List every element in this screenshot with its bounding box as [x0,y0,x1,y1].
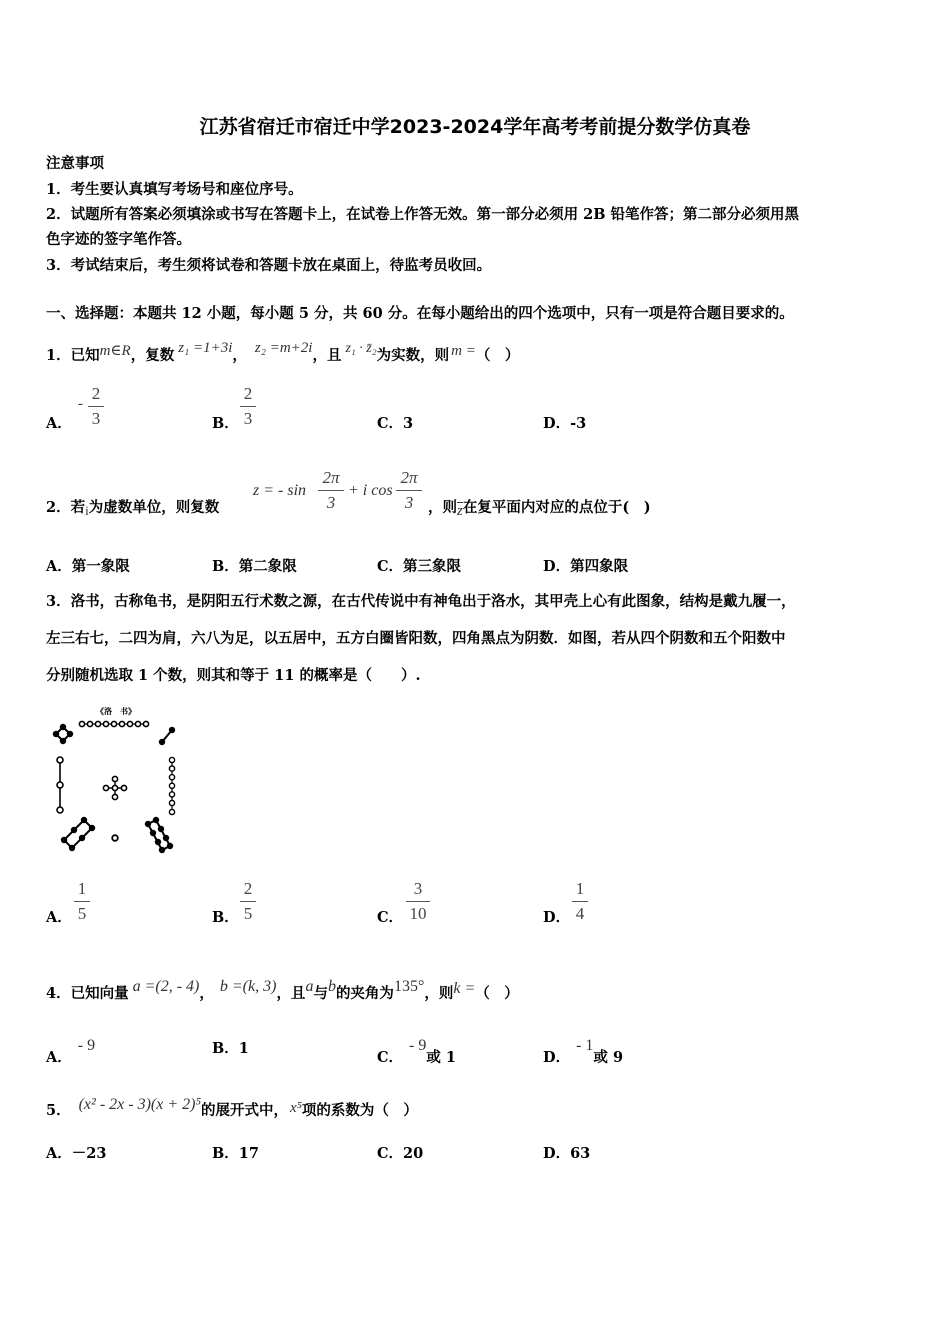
q1-option-b-fraction: 2 3 [240,384,256,429]
q3-option-d-fraction: 1 4 [572,879,588,924]
luoshu-seven [169,757,174,814]
luoshu-figure [48,702,188,862]
section-heading: 一、选择题：本题共 12 小题，每小题 5 分，共 60 分。在每小题给出的四个选项中，只有一项是符合题目要求的。 [46,305,794,322]
luoshu-six [61,817,95,851]
q4-option-a-value: - 9 [77,1037,96,1054]
q2-zbar: $\overline{z}$ [457,503,463,519]
q4-text-4: ，则 [424,985,454,1002]
notice-item-1: 1．考生要认真填写考场号和座位序号。 [46,181,303,198]
luoshu-label: 《洛 书》 [96,707,136,716]
q2-prefix: 2．若 [46,499,86,516]
page-title: 江苏省宿迁市宿迁中学2023-2024学年高考考前提分数学仿真卷 [199,116,751,138]
q1-paren: （ ） [475,347,520,364]
q5-text-2: 项的系数为（ ） [301,1102,418,1119]
luoshu-nine [79,721,148,726]
luoshu-five [103,776,126,799]
q5-option-c: C．20 [377,1145,424,1162]
notice-heading: 注意事项 [46,155,104,172]
q5-stem [46,1096,418,1120]
q4-prefix: 4．已知向量 [46,985,129,1002]
q4-stem [46,978,519,1003]
q1-m-eq: m = [451,343,476,359]
q1-z2: z₂ =m+2i [254,340,313,356]
q3-line-1: 3．洛书，古称龟书，是阴阳五行术数之源，在古代传说中有神龟出于洛水，其甲壳上心有此图象，结构是戴九履一， [46,593,796,610]
q1-text-2: ，且 [312,347,342,364]
q3-line-2: 左三右七，二四为肩，六八为足，以五居中，五方白圈皆阳数，四角黑点为阴数．如图，若从四个阴数和五个阳数中 [46,630,786,647]
q4-option-d: D．- 1或 9 [543,1037,624,1066]
q1-option-a-label: A． [46,415,72,432]
q5-option-d: D．63 [543,1145,591,1162]
q4-option-d-value: - 1 [576,1037,594,1054]
q3-option-c-fraction: 3 10 [406,879,430,924]
q2-mid: + i cos [348,482,393,499]
luoshu-eight [145,817,173,853]
q4-k-eq: k = [453,980,476,997]
q2-option-b: B．第二象限 [212,558,297,575]
q2-option-d: D．第四象限 [543,558,629,575]
q2-i: i [85,503,89,518]
notice-item-2b: 色字迹的签字笔作答。 [46,231,191,248]
q1-sep: ， [232,347,247,364]
q4-vector-b: b =(k, 3) [219,978,277,995]
q1-option-d: D．-3 [543,415,587,432]
q4-a: a [305,978,314,995]
luoshu-two [159,727,175,745]
q4-angle: 135° [393,978,425,995]
q5-text-1: 的展开式中， [201,1102,289,1119]
luoshu-three [57,757,63,813]
q3-option-b-fraction: 2 5 [240,879,256,924]
q2-option-a: A．第一象限 [46,558,130,575]
q2-prefix-line [46,496,219,519]
q3-line-3: 分别随机选取 1 个数，则其和等于 11 的概率是（ ）. [46,667,421,684]
q1-option-a-fraction: 2 3 [88,384,104,429]
q4-sep: ， [199,985,214,1002]
q3-option-d-label: D． [543,909,571,926]
q2-fraction-1: 2π 3 [318,468,344,513]
q4-text-3: 的夹角为 [335,985,394,1002]
q4-text-2: 与 [313,985,328,1002]
q4-text-1: ，且 [276,985,306,1002]
q3-option-b-label: B． [212,909,239,926]
q4-paren: （ ） [475,985,519,1002]
q2-text-3: 在复平面内对应的点位于( ) [462,499,651,516]
q5-x5: x⁵ [290,1100,302,1116]
q4-vector-a: a =(2, - 4) [132,978,200,995]
q4-option-a: A．- 9 [46,1037,96,1066]
q1-z1: z₁ =1+3i [178,340,233,356]
q1-product: z₁ · z̄₂ [345,341,377,356]
q1-m-in-r: m∈R [99,343,131,359]
q1-prefix: 1．已知 [46,347,100,364]
q5-prefix: 5． [46,1102,71,1119]
q5-option-a: A．－23 [46,1145,107,1162]
q2-fraction-2: 2π 3 [396,468,422,513]
q2-tail [428,496,651,520]
q5-expression: (x² - 2x - 3)(x + 2)⁵ [78,1096,202,1113]
q1-option-b-label: B． [212,415,239,432]
q1-stem [46,340,519,365]
q1-option-a-sign: - [78,396,83,412]
q1-option-c: C．3 [377,415,414,432]
q1-text-1: ，复数 [130,347,175,364]
luoshu-four [53,724,73,744]
q2-z-eq: z = - sin [253,482,307,499]
q4-option-b: B．1 [212,1040,249,1057]
q2-text-1: 为虚数单位，则复数 [88,499,220,516]
q4-option-c: C．- 9或 1 [377,1037,457,1066]
q3-option-a-label: A． [46,909,72,926]
notice-item-3: 3．考试结束后，考生须将试卷和答题卡放在桌面上，待监考员收回。 [46,257,492,274]
notice-item-2a: 2．试题所有答案必须填涂或书写在答题卡上，在试卷上作答无效。第一部分必须用 2B 铅笔作答；第二部分必须用黑 [46,206,800,223]
q2-text-2: ，则 [428,499,457,516]
q1-text-3: 为实数，则 [376,347,450,364]
luoshu-one [112,835,118,841]
q3-option-c-label: C． [377,909,404,926]
q4-b: b [327,978,336,995]
q3-option-a-fraction: 1 5 [74,879,90,924]
q5-option-b: B．17 [212,1145,259,1162]
q2-option-c: C．第三象限 [377,558,462,575]
q4-option-c-value: - 9 [409,1037,427,1054]
